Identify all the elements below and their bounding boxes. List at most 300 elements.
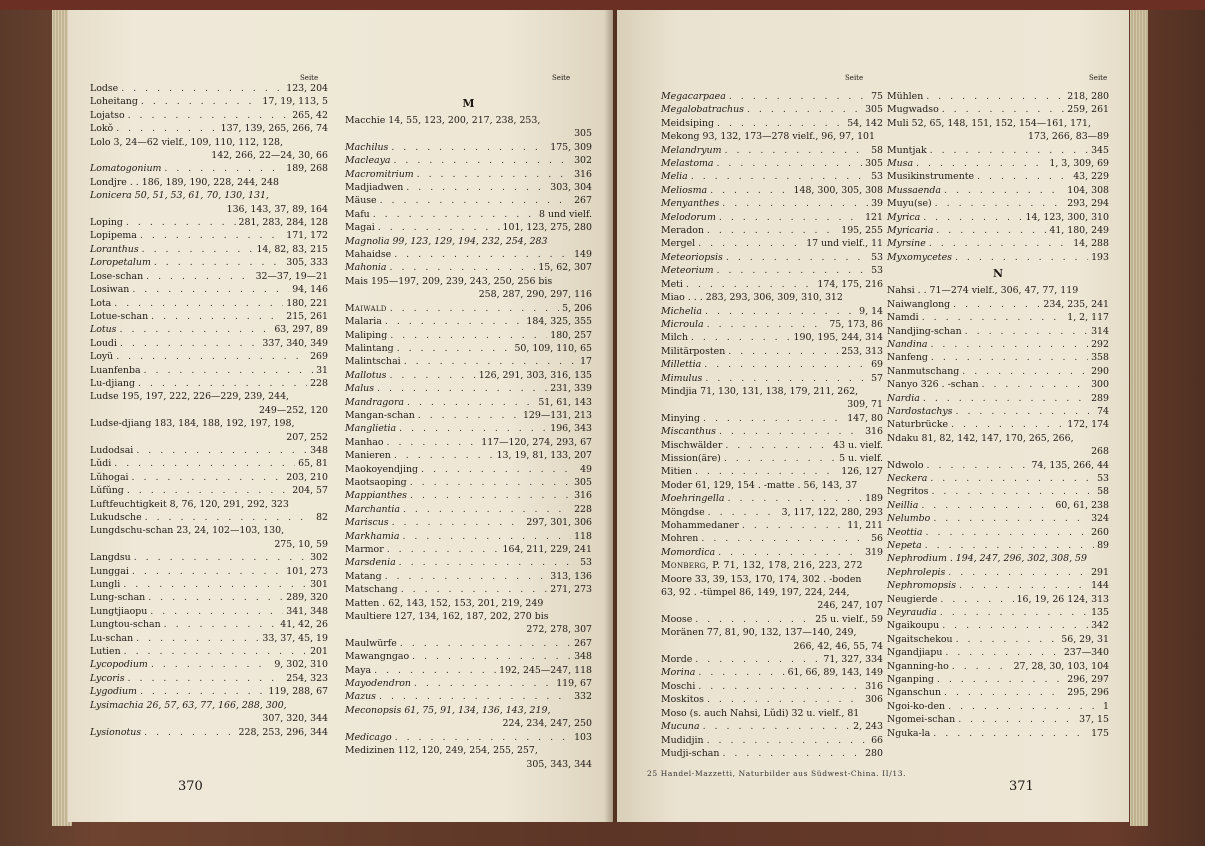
index-entry (661, 465, 883, 478)
entry-pages: 237—340 (1063, 647, 1109, 659)
index-entry (887, 459, 1109, 472)
leader-dots (698, 666, 784, 679)
entry-pages: 305 (865, 104, 883, 116)
entry-pages: 228 (310, 377, 328, 389)
entry-pages: 164, 211, 229, 241 (502, 544, 592, 555)
entry-term: Mitien (661, 466, 692, 478)
leader-dots (695, 653, 820, 666)
leader-dots (945, 646, 1060, 659)
index-entry (345, 690, 592, 703)
entry-term: Mariscus (345, 517, 389, 529)
index-entry (887, 485, 1109, 498)
index-entry (345, 583, 592, 596)
index-entry (90, 404, 328, 417)
entry-pages: 15, 62, 307 (538, 262, 592, 274)
entry-term: Meteoriopsis (661, 251, 723, 263)
entry-pages: 31 (316, 364, 328, 376)
leader-dots (717, 264, 869, 277)
index-entry (345, 503, 592, 516)
index-entry (661, 653, 883, 666)
entry-pages: 184, 325, 355 (526, 316, 592, 328)
entry-term: Mallotus (345, 369, 387, 381)
leader-dots (142, 243, 254, 256)
entry-term: Langdsu (90, 552, 131, 564)
entry-term: Maultiere 127, 134, 162, 187, 202, 270 bis (345, 611, 549, 623)
leader-dots (722, 197, 868, 210)
entry-term: Naturbrücke (887, 419, 949, 431)
leader-dots (397, 342, 512, 355)
index-entry (345, 422, 592, 435)
entry-term: Maulwürfe (345, 637, 397, 649)
index-entry (345, 463, 592, 476)
leader-dots (123, 578, 307, 591)
index-entry (661, 546, 883, 559)
leader-dots (121, 82, 283, 95)
entry-pages: 56 (871, 533, 883, 545)
entry-term: Mais 195—197, 209, 239, 243, 250, 256 bis (345, 275, 553, 287)
entry-pages: 3, 117, 122, 280, 293 (781, 506, 883, 518)
leader-dots (407, 396, 535, 409)
entry-term: Nanyo 326 . -schan (887, 379, 979, 391)
entry-term: Mudidjin (661, 734, 704, 746)
leader-dots (127, 484, 289, 497)
index-entry (90, 82, 328, 95)
entry-pages: 316 (574, 168, 592, 180)
index-entry (887, 633, 1109, 646)
entry-pages: 174, 175, 216 (817, 278, 883, 290)
entry-pages: 358 (1091, 352, 1109, 364)
entry-pages: 196, 343 (550, 423, 592, 435)
index-entry (661, 372, 883, 385)
entry-term: Meti (661, 278, 683, 290)
index-entry (887, 117, 1109, 130)
index-entry (887, 90, 1109, 103)
entry-pages: 268 (1091, 446, 1109, 458)
leader-dots (719, 211, 862, 224)
leader-dots (962, 365, 1088, 378)
leader-dots (400, 637, 571, 650)
leader-dots (120, 337, 259, 350)
leader-dots (401, 583, 548, 596)
entry-pages: 193 (1091, 251, 1109, 263)
entry-term: Meidsiping (661, 117, 714, 129)
index-entry (887, 579, 1109, 592)
leader-dots (698, 237, 803, 250)
entry-term: Menyanthes (661, 198, 720, 210)
leader-dots (981, 378, 1088, 391)
index-entry (887, 713, 1109, 726)
entry-pages: 53 (871, 265, 883, 277)
entry-term: Lokŏ (90, 123, 114, 135)
entry-pages: 53 (1097, 472, 1109, 484)
entry-term: Mohren (661, 533, 699, 545)
leader-dots (412, 650, 571, 663)
entry-term: Luanfenba (90, 364, 141, 376)
index-entry (661, 479, 883, 492)
leader-dots (724, 144, 868, 157)
leader-dots (930, 472, 1094, 485)
entry-term: Mindjia 71, 130, 131, 138, 179, 211, 262, (661, 385, 859, 397)
entry-pages: 137, 139, 265, 266, 74 (220, 123, 328, 135)
leader-dots (132, 283, 289, 296)
entry-term: Loping (90, 217, 123, 229)
entry-pages: 43, 229 (1073, 171, 1109, 183)
entry-term: Loranthus (90, 243, 139, 255)
leader-dots (935, 197, 1065, 210)
index-entry (887, 170, 1109, 183)
leader-dots (940, 593, 1013, 606)
index-entry (90, 578, 328, 591)
entry-term: Muntjak (887, 144, 927, 156)
entry-term: Mischwälder (661, 439, 723, 451)
entry-pages: 14, 288 (1073, 238, 1109, 250)
index-entry (345, 221, 592, 234)
entry-pages: 305, 343, 344 (526, 758, 592, 770)
index-entry (90, 645, 328, 658)
index-entry (345, 355, 592, 368)
index-entry (661, 412, 883, 425)
leader-dots (410, 476, 571, 489)
entry-pages: 195, 255 (841, 225, 883, 237)
index-entry (661, 144, 883, 157)
entry-pages: 37, 15 (1079, 714, 1109, 726)
entry-term: Myxomycetes (887, 251, 952, 263)
index-entry (887, 365, 1109, 378)
index-entry (90, 283, 328, 296)
left-page (68, 10, 613, 822)
leader-dots (955, 251, 1088, 264)
entry-pages: 75, 173, 86 (829, 318, 883, 330)
entry-pages: 121 (865, 211, 883, 223)
leader-dots (144, 726, 235, 739)
index-entry (90, 109, 328, 122)
index-entry (661, 492, 883, 505)
entry-term: Marmor (345, 544, 384, 555)
entry-pages: 314 (1091, 325, 1109, 337)
entry-pages: 33, 37, 45, 19 (262, 632, 328, 644)
index-entry (887, 184, 1109, 197)
leader-dots (406, 181, 547, 194)
entry-term: Miscanthus (661, 426, 716, 438)
entry-term: Megalobatrachus (661, 104, 744, 116)
leader-dots (707, 318, 827, 331)
index-entry (661, 103, 883, 116)
index-entry (90, 457, 328, 470)
leader-dots (937, 673, 1064, 686)
leader-dots (385, 315, 524, 328)
index-entry (887, 224, 1109, 237)
entry-pages: 53 (871, 171, 883, 183)
leader-dots (695, 465, 838, 478)
leader-dots (951, 418, 1064, 431)
entry-term: Loudi (90, 337, 117, 349)
index-entry (661, 506, 883, 519)
leader-dots (410, 489, 571, 502)
entry-term: Nanfeng (887, 352, 928, 364)
entry-pages: 293, 294 (1067, 198, 1109, 210)
leader-dots (128, 109, 290, 122)
index-entry (90, 699, 328, 712)
entry-pages: 203, 210 (286, 471, 328, 483)
leader-dots (373, 208, 536, 221)
index-entry (661, 385, 883, 398)
index-entry (90, 149, 328, 162)
leader-dots (116, 122, 217, 135)
index-entry (661, 224, 883, 237)
entry-term: Mäuse (345, 195, 377, 207)
entry-pages: 53 (871, 251, 883, 263)
entry-pages: 324 (1091, 513, 1109, 525)
index-entry (887, 432, 1109, 445)
entry-term: Nanmutschang (887, 365, 960, 377)
leader-dots (417, 168, 571, 181)
index-entry (661, 184, 883, 197)
entry-pages: 149 (574, 249, 592, 261)
index-entry (90, 364, 328, 377)
entry-pages: 260 (1091, 526, 1109, 538)
entry-term: Neillia (887, 499, 919, 511)
entry-term: Lycopodium (90, 659, 148, 671)
leader-dots (164, 618, 278, 631)
index-column (345, 94, 592, 771)
index-entry (345, 261, 592, 274)
entry-term: Moore 33, 39, 153, 170, 174, 302 . -boden (661, 573, 862, 585)
entry-pages: 142, 266, 22—24, 30, 66 (211, 150, 328, 162)
leader-dots (387, 543, 500, 556)
entry-term: Melandryum (661, 144, 722, 156)
index-entry (661, 264, 883, 277)
entry-term: Mission(äre) (661, 452, 721, 464)
leader-dots (933, 512, 1088, 525)
entry-term: Neckera (887, 472, 928, 484)
entry-term: Lopipema (90, 230, 137, 242)
leader-dots (959, 579, 1088, 592)
index-entry (661, 425, 883, 438)
entry-pages: 189, 268 (286, 163, 328, 175)
seite-header: Seite (845, 74, 864, 82)
index-entry (90, 444, 328, 457)
entry-pages: 316 (865, 426, 883, 438)
entry-pages: 218, 280 (1067, 91, 1109, 102)
entry-term: Londjre . . 186, 189, 190, 228, 244, 248 (90, 176, 279, 188)
entry-term: Mussaenda (887, 184, 942, 196)
entry-term: Malintang (345, 342, 394, 354)
index-entry (887, 606, 1109, 619)
entry-term: Nguka-la (887, 727, 931, 739)
index-entry (887, 646, 1109, 659)
entry-term: Moschi (661, 680, 696, 692)
entry-term: Madjiadwen (345, 182, 404, 194)
entry-pages: 147, 80 (847, 412, 883, 424)
leader-dots (707, 693, 862, 706)
index-entry (90, 323, 328, 336)
entry-pages: 341, 348 (286, 605, 328, 617)
entry-term: Mekong 93, 132, 173—278 vielf., 96, 97, 101 (661, 131, 875, 143)
index-entry (661, 157, 883, 170)
entry-pages: 39 (871, 198, 883, 210)
entry-term: Lŭhogai (90, 471, 129, 483)
entry-term: Nelumbo (887, 513, 931, 525)
index-entry (887, 392, 1109, 405)
entry-pages: 337, 340, 349 (262, 337, 328, 349)
index-entry (887, 593, 1109, 606)
entry-pages: 281, 283, 284, 128 (238, 217, 328, 229)
index-entry (345, 758, 592, 771)
entry-term: Momordica (661, 546, 716, 558)
index-entry (661, 640, 883, 653)
leader-dots (136, 444, 307, 457)
index-entry (887, 311, 1109, 324)
entry-pages: 175 (1091, 727, 1109, 739)
leader-dots (931, 351, 1088, 364)
entry-pages: 8 und vielf. (539, 208, 592, 220)
index-entry (887, 686, 1109, 699)
entry-term: Malus (345, 383, 375, 395)
entry-pages: 61, 66, 89, 143, 149 (787, 667, 883, 679)
leader-dots (399, 422, 547, 435)
index-entry (90, 189, 328, 202)
entry-term: Microula (661, 318, 704, 330)
entry-term: Muli 52, 65, 148, 151, 152, 154—161, 171, (887, 117, 1091, 129)
index-entry (661, 439, 883, 452)
index-entry (345, 154, 592, 167)
entry-pages: 103 (574, 731, 592, 743)
index-entry (661, 130, 883, 143)
leader-dots (940, 606, 1088, 619)
leader-dots (933, 727, 1088, 740)
leader-dots (164, 162, 283, 175)
index-entry (345, 489, 592, 502)
entry-term: Moose (661, 613, 693, 625)
leader-dots (965, 325, 1088, 338)
leader-dots (399, 556, 577, 569)
leader-dots (726, 251, 868, 264)
index-entry (661, 452, 883, 465)
entry-pages: 296, 297 (1067, 674, 1109, 686)
leader-dots (948, 566, 1088, 579)
leader-dots (124, 645, 307, 658)
entry-pages: 43 u. vielf. (833, 439, 883, 451)
entry-pages: 271, 273 (550, 584, 592, 596)
entry-pages: 89 (1097, 540, 1109, 551)
leader-dots (698, 680, 862, 693)
index-entry (90, 605, 328, 618)
index-entry (345, 516, 592, 529)
entry-pages: 253, 313 (841, 345, 883, 357)
entry-pages: 228, 253, 296, 344 (238, 726, 328, 738)
entry-term: Meradon (661, 225, 704, 237)
entry-term: Neyraudia (887, 607, 937, 619)
page-number: 370 (178, 779, 203, 794)
entry-pages: 305 (574, 128, 592, 140)
entry-pages: 63, 297, 89 (274, 324, 328, 336)
leader-dots (141, 95, 260, 108)
leader-dots (414, 677, 553, 690)
entry-term: Mawangngao (345, 651, 410, 663)
leader-dots (704, 358, 868, 371)
entry-term: Melastoma (661, 158, 714, 170)
entry-term: Luftfeuchtigkeit 8, 76, 120, 291, 292, 323 (90, 498, 289, 510)
leader-dots (936, 224, 1046, 237)
entry-term: Nephrodium . 194, 247, 296, 302, 308, 59 (887, 553, 1087, 565)
leader-dots (958, 713, 1076, 726)
index-entry (887, 526, 1109, 539)
entry-pages: 345 (1091, 144, 1109, 156)
entry-pages: 267 (574, 195, 592, 207)
leader-dots (925, 539, 1094, 552)
entry-term: Manhao (345, 436, 384, 448)
leader-dots (703, 720, 851, 733)
leader-dots (379, 690, 571, 703)
entry-pages: 173, 266, 83—89 (1028, 131, 1109, 143)
leader-dots (703, 412, 844, 425)
leader-dots (930, 144, 1088, 157)
index-entry (90, 591, 328, 604)
page-number: 371 (1009, 779, 1034, 794)
entry-term: Mohammedaner (661, 520, 739, 531)
index-entry (345, 650, 592, 663)
entry-term: Ngoi-ko-den (887, 700, 946, 712)
index-entry (345, 369, 592, 382)
entry-pages: 50, 109, 110, 65 (514, 342, 592, 354)
entry-term: Markhamia (345, 530, 400, 542)
index-entry (887, 351, 1109, 364)
index-entry (661, 734, 883, 747)
index-entry (661, 211, 883, 224)
entry-term: Lŭdi (90, 458, 112, 470)
index-entry (90, 270, 328, 283)
entry-term: Matschang (345, 584, 398, 596)
leader-dots (402, 530, 571, 543)
entry-pages: 101, 123, 275, 280 (502, 222, 592, 234)
leader-dots (691, 331, 791, 344)
leader-dots (392, 516, 524, 529)
index-entry (661, 358, 883, 371)
leader-dots (710, 184, 790, 197)
leader-dots (132, 565, 283, 578)
entry-term: Neugierde (887, 593, 938, 605)
entry-term: Ludse-djiang 183, 184, 188, 192, 197, 198, (90, 418, 295, 430)
entry-term: Nandina (887, 338, 928, 350)
index-entry (887, 284, 1109, 297)
entry-pages: 289, 320 (286, 592, 328, 604)
index-entry (887, 144, 1109, 157)
leader-dots (725, 439, 830, 452)
entry-term: Magnolia 99, 123, 129, 194, 232, 254, 283 (345, 235, 548, 247)
entry-term: Manglietia (345, 423, 397, 435)
entry-term: Matang (345, 570, 382, 582)
entry-term: Manieren (345, 450, 391, 462)
entry-pages: 258, 287, 290, 297, 116 (478, 289, 592, 301)
index-entry (90, 484, 328, 497)
entry-pages: 275, 10, 59 (274, 538, 328, 550)
entry-pages: 189 (865, 493, 883, 505)
entry-term: Myrsine (887, 238, 926, 250)
entry-pages: 302 (574, 155, 592, 167)
entry-term: Macromitrium (345, 168, 414, 180)
entry-pages: 27, 28, 30, 103, 104 (1013, 660, 1109, 672)
entry-pages: 207, 252 (286, 431, 328, 443)
entry-term: Mayodendron (345, 678, 411, 690)
entry-term: Medizinen 112, 120, 249, 254, 255, 257, (345, 745, 538, 757)
entry-pages: 342 (1091, 620, 1109, 632)
entry-term: Ngaikoupu (887, 620, 940, 632)
entry-term: Mahonia (345, 262, 387, 274)
section-letter: M (462, 97, 475, 110)
leader-dots (390, 302, 559, 315)
leader-dots (718, 546, 862, 559)
entry-term: Maliping (345, 329, 388, 341)
